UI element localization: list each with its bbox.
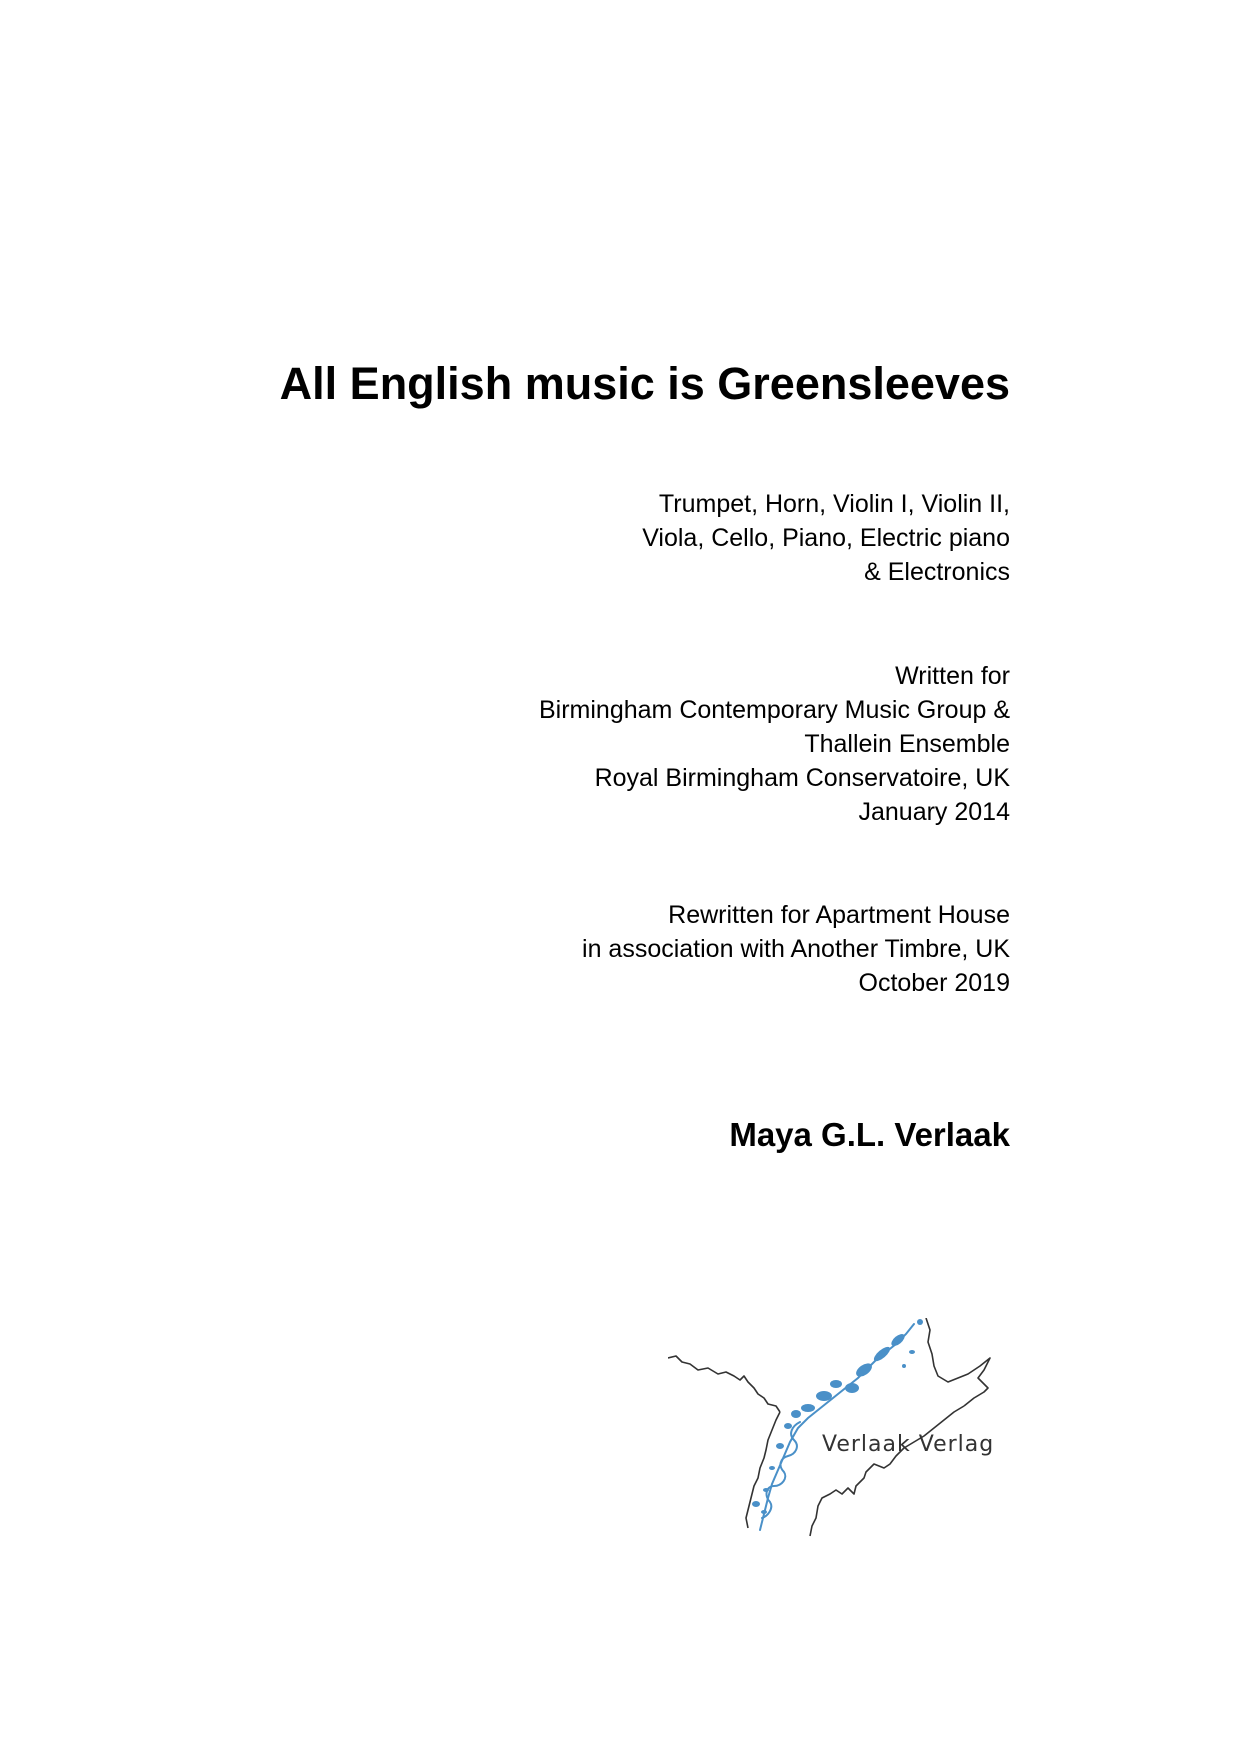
river-main [760, 1324, 914, 1530]
lake-shape [776, 1443, 784, 1449]
instrumentation-line: Viola, Cello, Piano, Electric piano [642, 524, 1010, 552]
rewritten-for-block [582, 898, 1010, 1000]
rewritten-for-line: in association with Another Timbre, UK [582, 935, 1010, 963]
lake-shape [909, 1350, 915, 1354]
lake-shape [872, 1345, 892, 1364]
written-for-line: Royal Birmingham Conservatoire, UK [594, 764, 1010, 792]
publisher-logo-map-icon [668, 1318, 998, 1538]
written-for-line: Birmingham Contemporary Music Group & [539, 696, 1010, 724]
written-for-line: Written for [895, 662, 1010, 690]
lake-shape [801, 1404, 815, 1412]
instrumentation-line: & Electronics [864, 558, 1010, 586]
border-line-south-east [810, 1406, 964, 1536]
lake-shape [763, 1488, 769, 1492]
lake-shape [769, 1466, 775, 1470]
written-for-line: Thallein Ensemble [804, 730, 1010, 758]
written-for-line: January 2014 [858, 798, 1010, 826]
lake-shape [752, 1501, 760, 1507]
lake-shape [791, 1410, 801, 1418]
lake-shape [761, 1510, 767, 1514]
lake-shape [917, 1319, 923, 1325]
rewritten-for-line: October 2019 [858, 969, 1010, 997]
lake-shape [784, 1423, 792, 1429]
border-line-north-east [926, 1318, 990, 1406]
instrumentation-line: Trumpet, Horn, Violin I, Violin II, [658, 490, 1010, 518]
lake-shape [889, 1332, 906, 1348]
publisher-name: Verlaak Verlag [822, 1432, 995, 1457]
page-title: All English music is Greensleeves [279, 358, 1010, 409]
border-line-west [668, 1356, 780, 1412]
lake-shape [902, 1364, 906, 1368]
instrumentation-block [642, 487, 1010, 589]
lake-shape [830, 1380, 842, 1388]
rewritten-for-line: Rewritten for Apartment House [668, 901, 1010, 929]
lake-shape [816, 1391, 832, 1401]
composer-name: Maya G.L. Verlaak [729, 1116, 1010, 1153]
lake-shape [845, 1383, 859, 1393]
written-for-block [539, 659, 1010, 829]
